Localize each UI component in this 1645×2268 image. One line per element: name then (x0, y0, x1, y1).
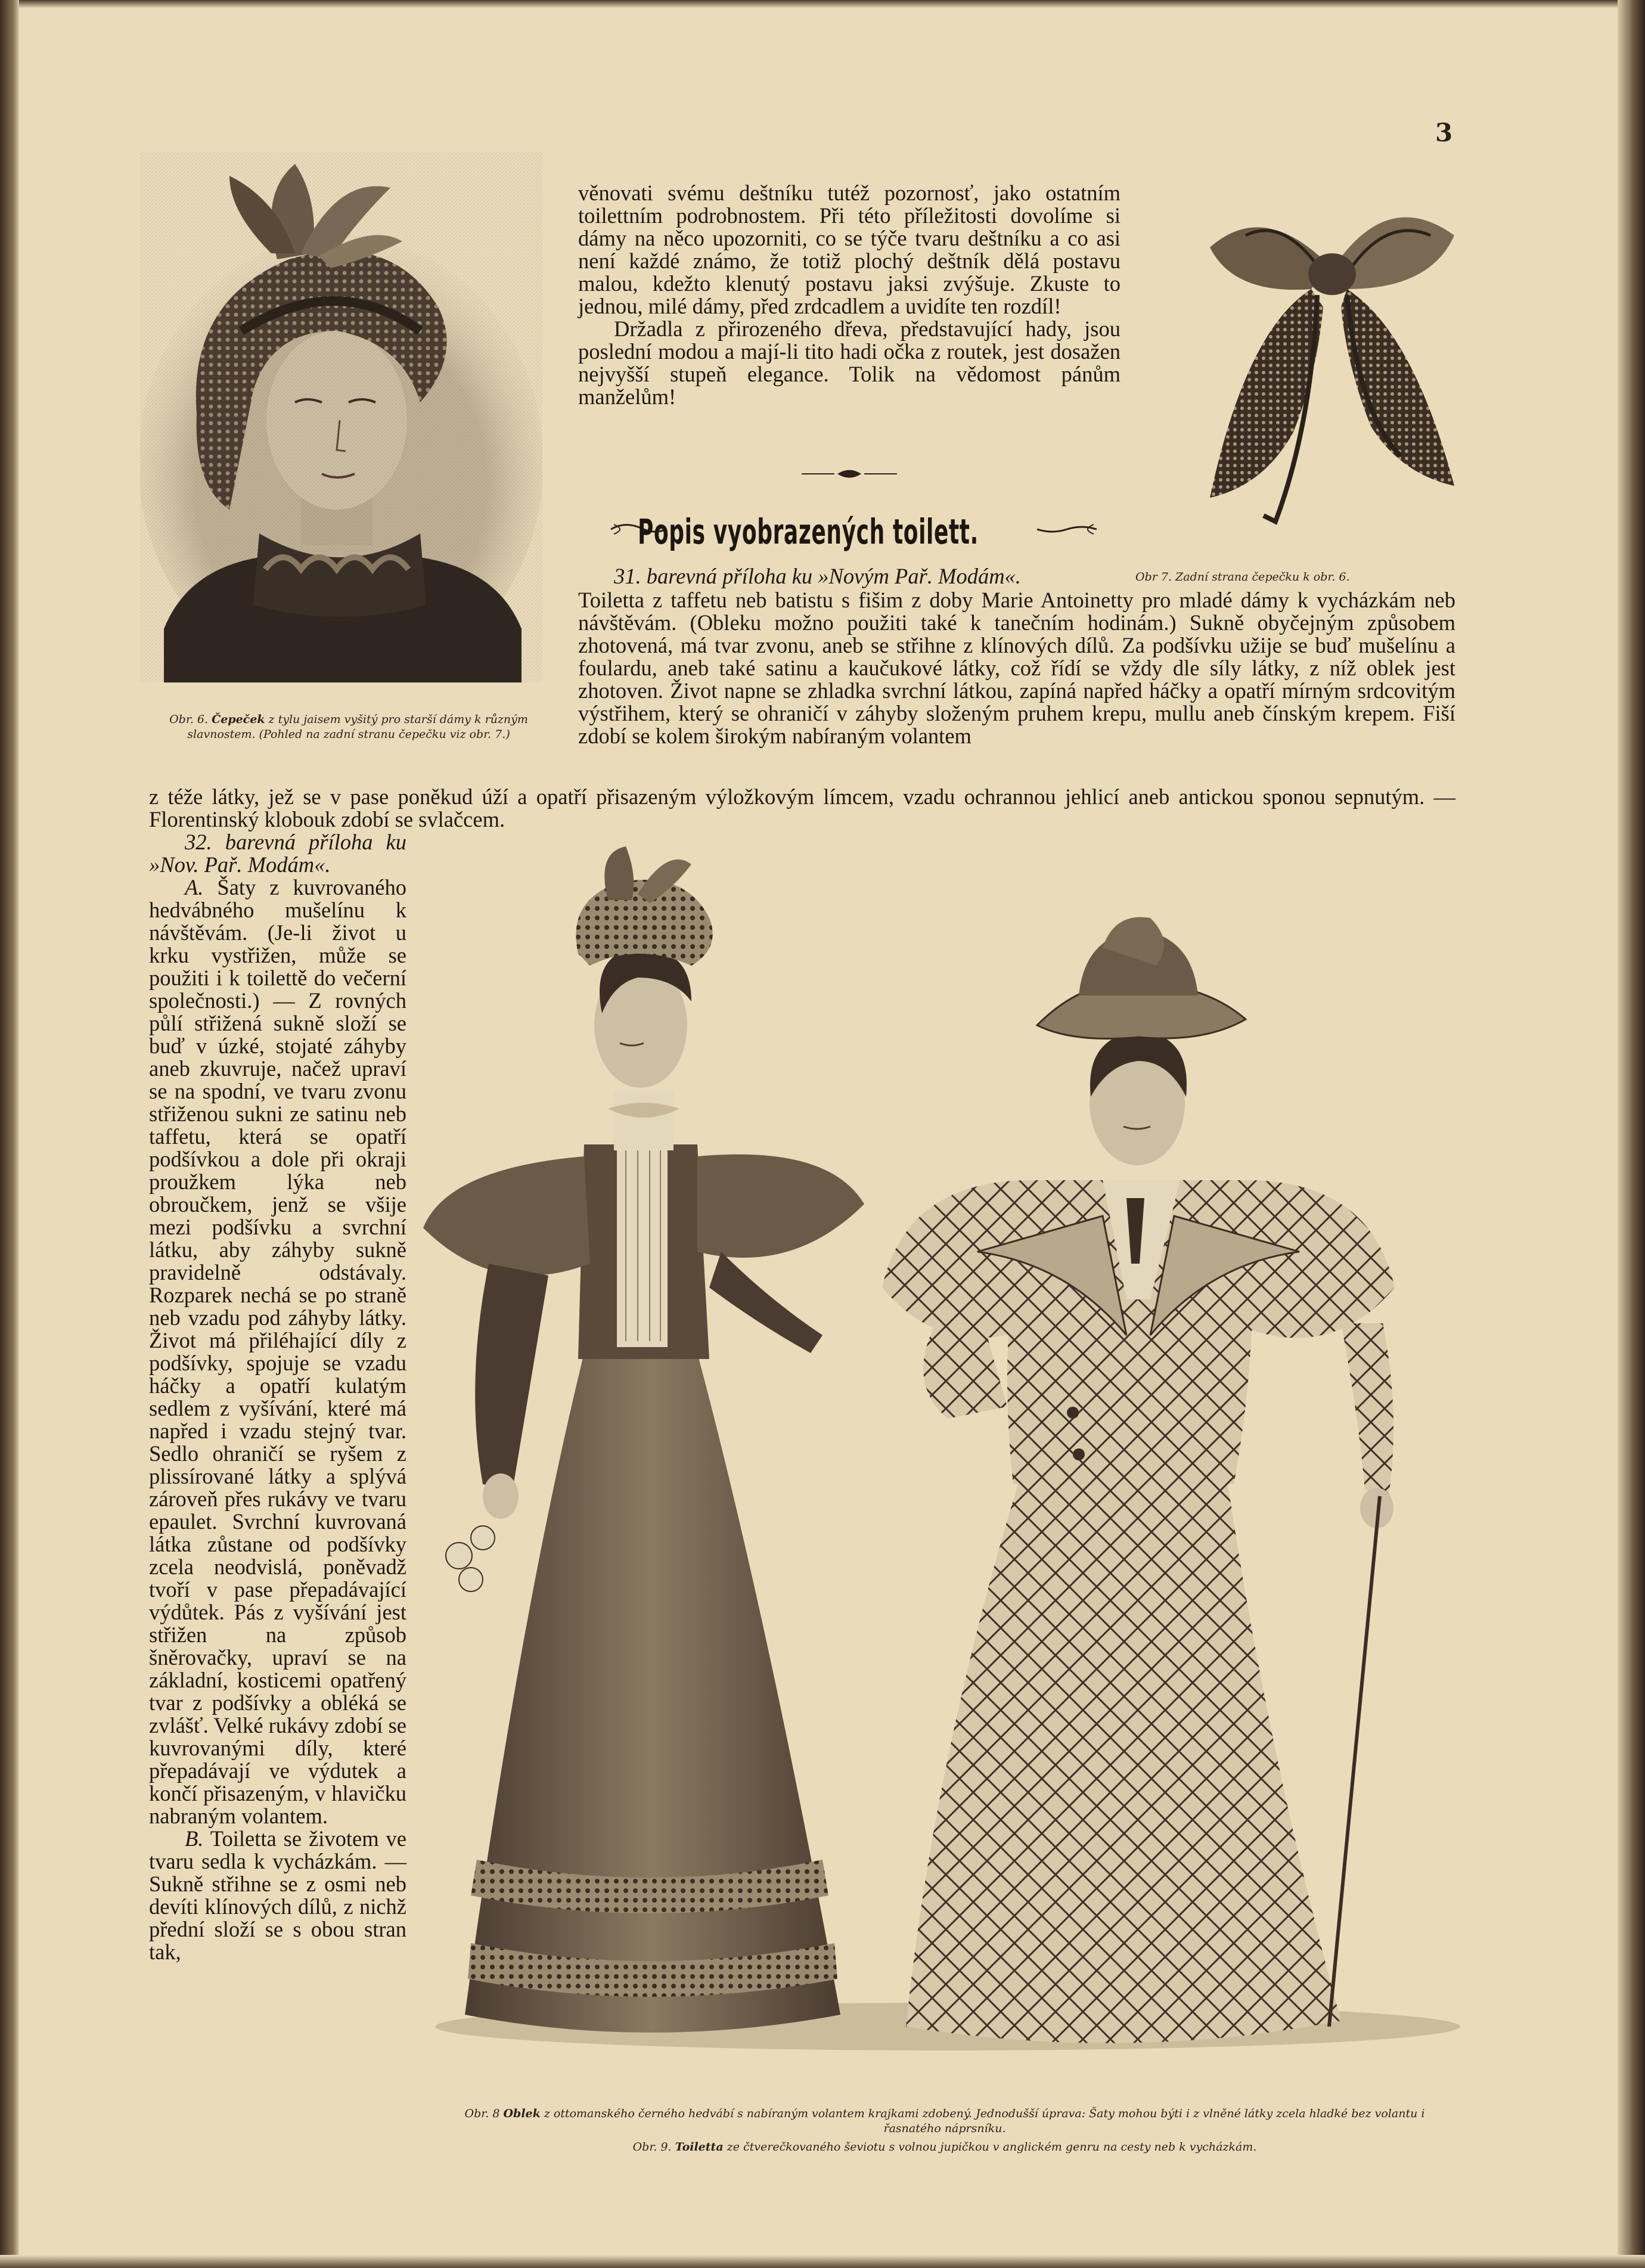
figure-6-bonnet-portrait (140, 152, 542, 682)
article-top-paragraph-1: věnovati svému deštníku tutéž pozornosť, jako ostatním toilettním podrobnostem. Při této příležitosti dovolíme si dámy na něco upozorniti, co se týče tvaru deštníku a co asi není každé známo, že totiž plochý deštník dělá postavu malou, kdežto klenutý postavu jaksi zvýšuje. Zkuste to jednou, milé dámy, před zrdcadlem a uvidíte ten rozdíl! (578, 181, 1121, 318)
page-top-edge (0, 0, 1645, 8)
item-32-paragraph-b: B. Toiletta se životem ve tvaru sedla k vycházkám. — Sukně střihne se z osmi neb devíti klínových dílů, z nichž přední složí se s obou stran tak, (149, 1826, 407, 1964)
figure-9-caption: Obr. 9. Toiletta ze čtverečkovaného ševiotu s volnou jupičkou v anglickém genru na cesty neb k vycházkám. (632, 2140, 1257, 2154)
item-31-heading: 31. barevná příloha ku »Novým Pař. Modám«. (614, 564, 1021, 588)
item-31-text: Toiletta z taffetu neb batistu s fišim z doby Marie Antoinetty pro mladé dámy k vycházkám neb návštěvám. (Obleku možno použiti také k tanečním hodinám.) Sukně obyčejným způsobem zhotovená, má tvar zvonu, aneb se střihne z klínových dílů. Za podšívku užije se buď mušelínu a foulardu, aneb také satinu a kaučukové látky, což řídí se vždy dle síly látky, z níž oblek jest zhotoven. Život napne se zhladka svrchní látkou, zapíná napřed háčky a opatří mírným srdcovitým výstřihem, který se ohraničí v záhyby složeným pruhem krepu, mullu aneb čínským krepem. Fiší zdobí se kolem širokým nabíraným volantem (578, 588, 1455, 748)
figure-8-caption: Obr. 8 Oblek z ottomanského černého hedvábí s nabíraným volantem krajkami zdobený. Jednodušší úprava: Šaty mohou býti i z vlněné látky zcela hladké bez volantu i řasnatého náprsníku. (464, 2107, 1425, 2135)
page-right-edge (1618, 0, 1645, 2268)
book-spine-shadow (0, 0, 19, 2268)
title-flourish-right (1034, 517, 1100, 541)
figure-8-9-two-gowns (411, 846, 1472, 2062)
item-32-paragraph-a: A. Šaty z kuvrovaného hedvábného mušelínu k návštěvám. (Je-li život u krku vystřižen, může se použiti i k toilettě do večerní společnosti.) — Z rovných půlí střižená sukně složí se buď v úzké, stojaté záhyby aneb zkuvruje, načež upraví se na spodní, ve tvaru zvonu střiženou sukni ze satinu neb taffetu, která se opatří podšívkou a dole při okraji proužkem lýka neb obroučkem, jenž se všije mezi podšívku a svrchní látku, aby záhyby sukně pravidelně odstávaly. Rozparek nechá se po straně neb vzadu pod záhyby látky. Život má přiléhající díly z podšívky, spojuje se vzadu háčky a opatří kulatým sedlem z vyšívání, které má napřed i vzadu stejný tvar. Sedlo ohraničí se ryšem z plissírované látky a splývá zároveň přes rukávy ve tvaru epaulet. Svrchní kuvrovaná látka zůstane od podšívky zcela neodvislá, poněvadž tvoří v pase přepadávající výdůtek. Pás z vyšívání jest střižen na způsob šněrovačky, upraví se na základní, kosticemi opatřený tvar z podšívky a obléká se zvlášť. Velké rukávy zdobí se kuvrovanými díly, které přepadávají ve výdutek a končí přisazeným, v hlavičku nabraným volantem. (149, 875, 407, 1828)
section-title: Popis vyobrazených toilett. (638, 511, 979, 552)
item-31-continuation: z téže látky, jež se v pase poněkud úží a opatří přisazeným výložkovým límcem, vzadu ochrannou jehlicí aneb antickou sponou sepnutým. — Florentinský klobouk zdobí se svlačcem. (149, 784, 1455, 832)
page-bottom-edge (0, 2255, 1645, 2268)
item-32-column (149, 831, 406, 1963)
ornament-divider (799, 465, 900, 483)
page-number: 3 (1435, 118, 1453, 147)
article-top-paragraph-2: Držadla z přirozeného dřeva, představující hady, jsou poslední modou a mají-li tito hadi očka z routek, jest dosažen nejvyšší stupeň elegance. Tolik na vědomost pánům manželům! (578, 317, 1121, 409)
figure-7-caption: Obr 7. Zadní strana čepečku k obr. 6. (1135, 570, 1350, 584)
figure-6-caption: Obr. 6. Čepeček z tylu jaisem vyšitý pro starší dámy k různým slavnostem. (Pohled na zadní stranu čepečku viz obr. 7.) (169, 713, 528, 741)
figure-7-bonnet-back (1174, 176, 1484, 528)
item-32-heading: 32. barevná příloha ku »Nov. Pař. Modám«. (149, 830, 406, 877)
article-top-column (578, 182, 1121, 408)
